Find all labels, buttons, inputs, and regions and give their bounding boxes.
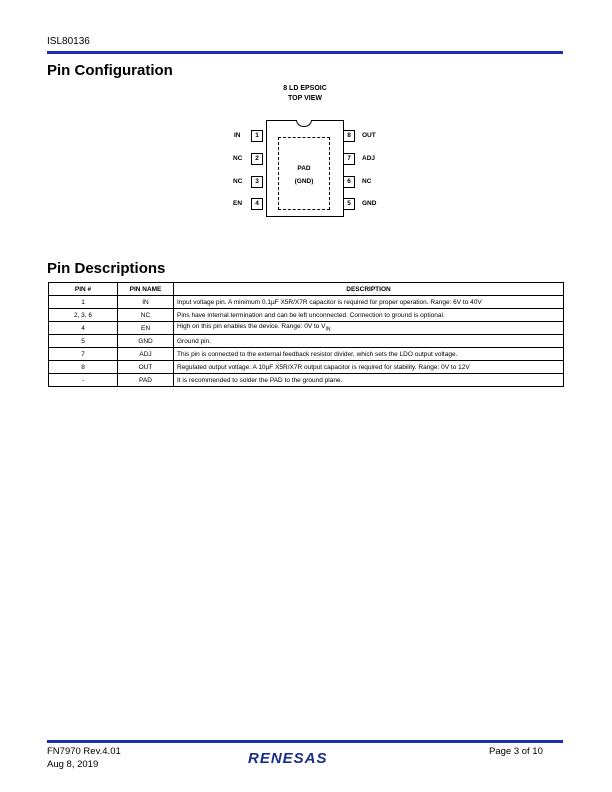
- pin-name-cell: ADJ: [118, 348, 174, 361]
- renesas-logo: RENESAS: [248, 750, 328, 767]
- table-row: [49, 374, 564, 387]
- pin-name-right: NC: [362, 178, 372, 185]
- column-header-description: DESCRIPTION: [174, 283, 564, 296]
- table-row: [49, 361, 564, 374]
- pin-descriptions-table: [48, 282, 564, 387]
- description-cell: Ground pin.: [174, 335, 564, 348]
- pin-number-right: 8: [343, 130, 355, 142]
- pin-name-right: GND: [362, 200, 377, 207]
- header-rule: [47, 51, 563, 54]
- document-number: FN7970 Rev.4.01: [47, 746, 121, 757]
- pin-number-right: 5: [343, 198, 355, 210]
- description-cell: This pin is connected to the external feedback resistor divider, which sets the LDO output voltage.: [174, 348, 564, 361]
- table-row: [49, 348, 564, 361]
- table-row: [49, 296, 564, 309]
- pin-name-cell: EN: [118, 322, 174, 335]
- description-cell: It is recommended to solder the PAD to the ground plane.: [174, 374, 564, 387]
- pin-number-cell: 1: [49, 296, 118, 309]
- pin-name-right: OUT: [362, 132, 376, 139]
- description-cell: Pins have internal termination and can be left unconnected. Connection to ground is optional.: [174, 309, 564, 322]
- pin-number-left: 1: [251, 130, 263, 142]
- description-cell: Input voltage pin. A minimum 0.1µF X5R/X7R capacitor is required for proper operation. Range: 6V to 40V: [174, 296, 564, 309]
- package-view: TOP VIEW: [288, 95, 322, 102]
- table-header-row: [49, 283, 564, 296]
- pin-number-left: 4: [251, 198, 263, 210]
- table-row: [49, 335, 564, 348]
- column-header-pin-number: PIN #: [49, 283, 118, 296]
- pin-configuration-heading: Pin Configuration: [47, 62, 173, 79]
- pin-number-left: 3: [251, 176, 263, 188]
- pin-descriptions-heading: Pin Descriptions: [47, 260, 166, 277]
- pin-name-right: ADJ: [362, 155, 376, 162]
- subscript-text: IN: [325, 326, 331, 333]
- pin-number-cell: 2, 3, 6: [49, 309, 118, 322]
- document-date: Aug 8, 2019: [47, 759, 99, 770]
- pin-number-left: 2: [251, 153, 263, 165]
- pin1-notch: [296, 113, 312, 127]
- pin-name-cell: OUT: [118, 361, 174, 374]
- document-id: ISL80136: [47, 36, 90, 47]
- description-cell: [174, 322, 564, 335]
- pin-name-left: NC: [233, 178, 243, 185]
- pin-name-left: IN: [234, 132, 241, 139]
- pad-label: PAD: [297, 165, 311, 172]
- description-cell: Regulated output voltage. A 10µF X5R/X7R output capacitor is required for stability. Range: 0V to 12V: [174, 361, 564, 374]
- exposed-pad: [278, 137, 330, 210]
- column-header-pin-name: PIN NAME: [118, 283, 174, 296]
- pin-number-cell: 8: [49, 361, 118, 374]
- pin-name-left: NC: [233, 155, 243, 162]
- pin-name-cell: IN: [118, 296, 174, 309]
- package-type: 8 LD EPSOIC: [283, 85, 327, 92]
- pin-number-right: 7: [343, 153, 355, 165]
- pin-name-cell: GND: [118, 335, 174, 348]
- description-text: High on this pin enables the device. Range: 0V to V: [177, 323, 326, 331]
- pin-name-cell: PAD: [118, 374, 174, 387]
- table-row: [49, 322, 564, 335]
- pin-number-right: 6: [343, 176, 355, 188]
- pin-name-cell: NC: [118, 309, 174, 322]
- page-number: Page 3 of 10: [489, 746, 543, 757]
- table-row: [49, 309, 564, 322]
- pin-name-left: EN: [233, 200, 243, 207]
- pad-sublabel: (GND): [294, 178, 314, 185]
- pin-number-cell: 7: [49, 348, 118, 361]
- pin-number-cell: -: [49, 374, 118, 387]
- footer-rule: [47, 740, 563, 743]
- pin-number-cell: 5: [49, 335, 118, 348]
- pin-number-cell: 4: [49, 322, 118, 335]
